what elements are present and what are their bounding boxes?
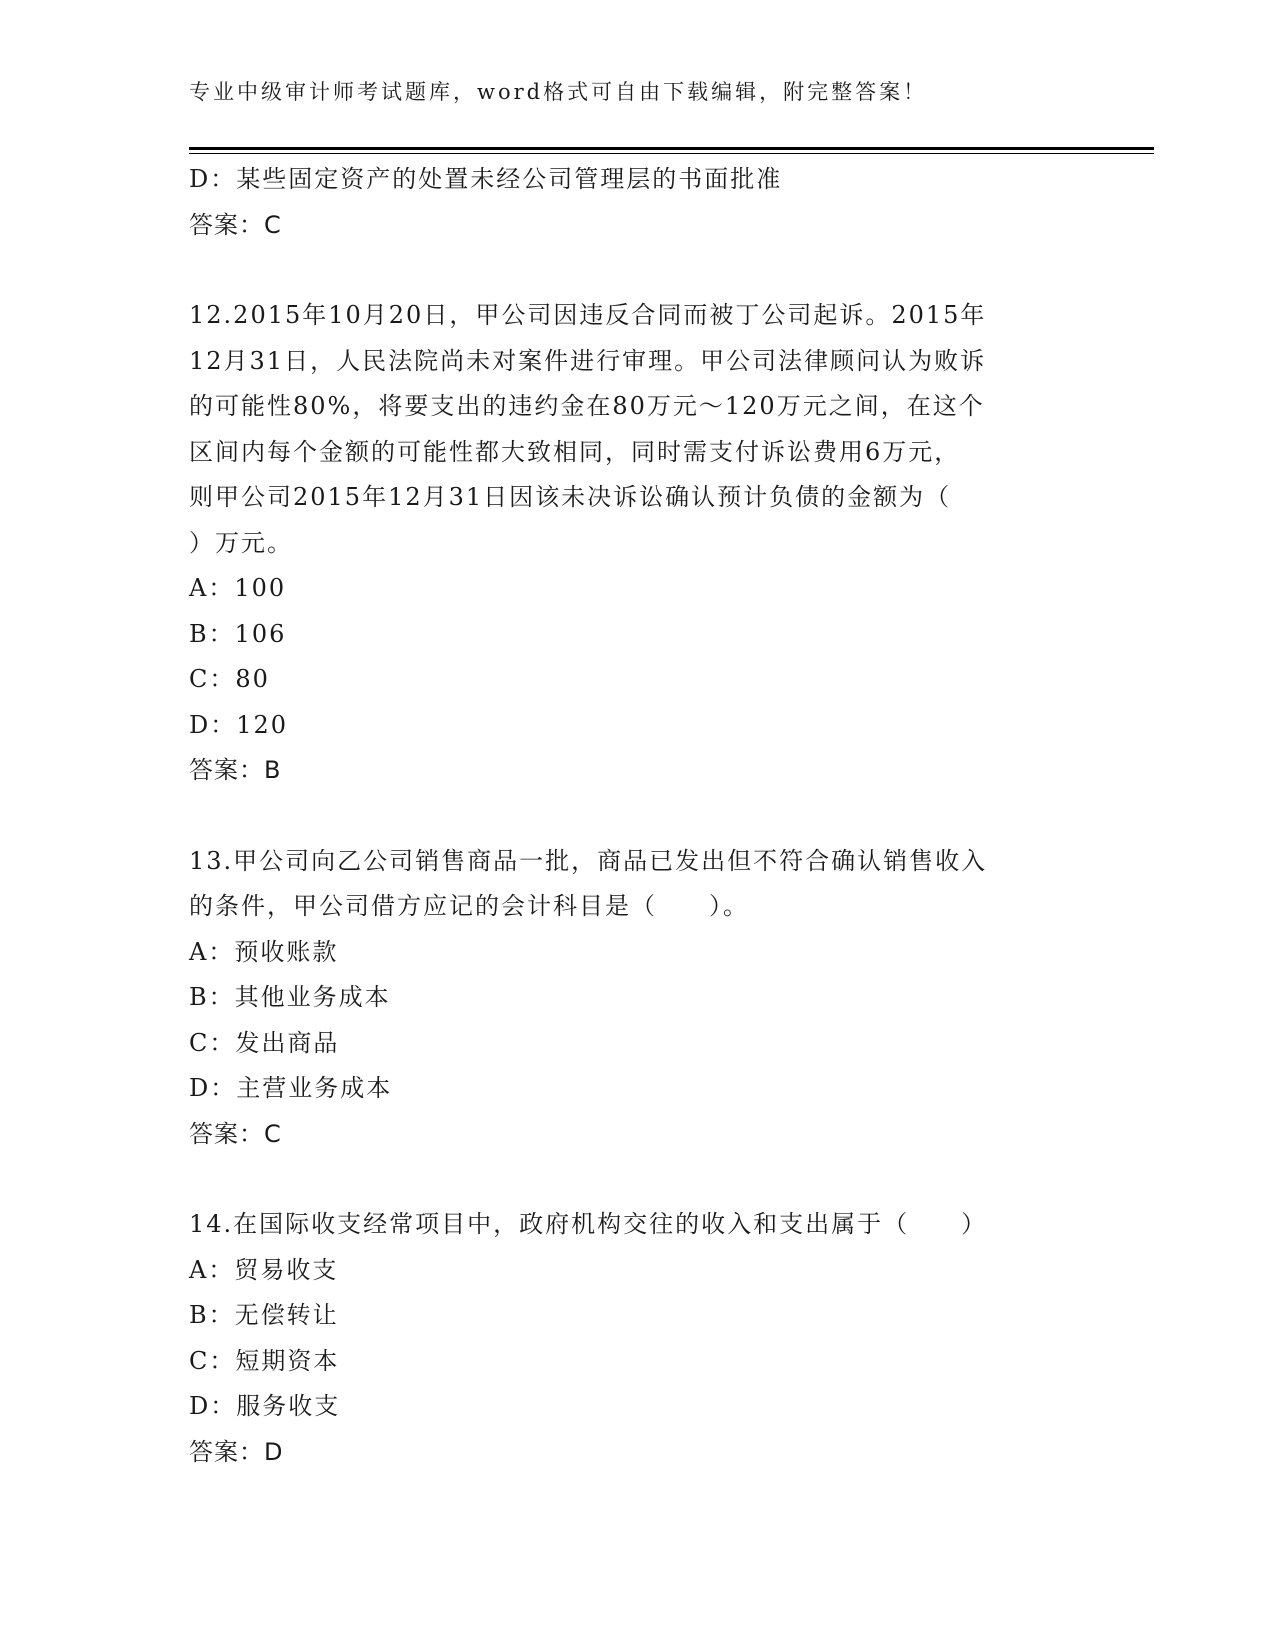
question-text-line: 则甲公司2015年12月31日因该未决诉讼确认预计负债的金额为（ (189, 483, 952, 511)
option-d: D：某些固定资产的处置未经公司管理层的书面批准 (189, 165, 783, 193)
option-d: D：主营业务成本 (189, 1074, 393, 1102)
header-rule-thick (189, 147, 1154, 150)
question-text-line: 的可能性80%，将要支出的违约金在80万元～120万元之间，在这个 (189, 392, 985, 420)
option-b: B：无偿转让 (189, 1301, 339, 1329)
spacer (189, 794, 1089, 839)
option-c: C：短期资本 (189, 1346, 340, 1375)
document-body (189, 157, 1089, 1475)
question-text-line: 的条件，甲公司借方应记的会计科目是（ ）。 (189, 892, 749, 920)
option-a: A：100 (189, 574, 287, 602)
question-14 (189, 1202, 1089, 1475)
option-d: D：120 (189, 710, 289, 739)
option-b: B：其他业务成本 (189, 983, 391, 1011)
header-rule-thin (189, 153, 1154, 154)
option-d: D：服务收支 (189, 1392, 341, 1420)
question-text-line: 12月31日，人民法院尚未对案件进行审理。甲公司法律顾问认为败诉 (189, 346, 987, 375)
answer-line: 答案：C (189, 210, 282, 239)
spacer (189, 248, 1089, 293)
answer-line: 答案：B (189, 756, 282, 784)
question-12 (189, 293, 1089, 794)
question-text-line: 13.甲公司向乙公司销售商品一批，商品已发出但不符合确认销售收入 (189, 846, 988, 875)
spacer (189, 1157, 1089, 1202)
page-header: 专业中级审计师考试题库，word格式可自由下载编辑，附完整答案！ (189, 80, 928, 104)
question-text-line: 14.在国际收支经常项目中，政府机构交往的收入和支出属于（ ） (189, 1210, 988, 1238)
question-text-line: ）万元。 (189, 528, 293, 557)
option-a: A：贸易收支 (189, 1255, 339, 1284)
option-a: A：预收账款 (189, 937, 339, 966)
question-13 (189, 839, 1089, 1158)
question-text-line: 12.2015年10月20日，甲公司因违反合同而被丁公司起诉。2015年 (189, 301, 987, 329)
answer-line: 答案：D (189, 1437, 284, 1466)
option-b: B：106 (189, 619, 287, 648)
option-c: C：80 (189, 665, 270, 693)
question-text-line: 区间内每个金额的可能性都大致相同，同时需支付诉讼费用6万元， (189, 437, 961, 466)
option-c: C：发出商品 (189, 1028, 340, 1057)
answer-line: 答案：C (189, 1119, 282, 1148)
